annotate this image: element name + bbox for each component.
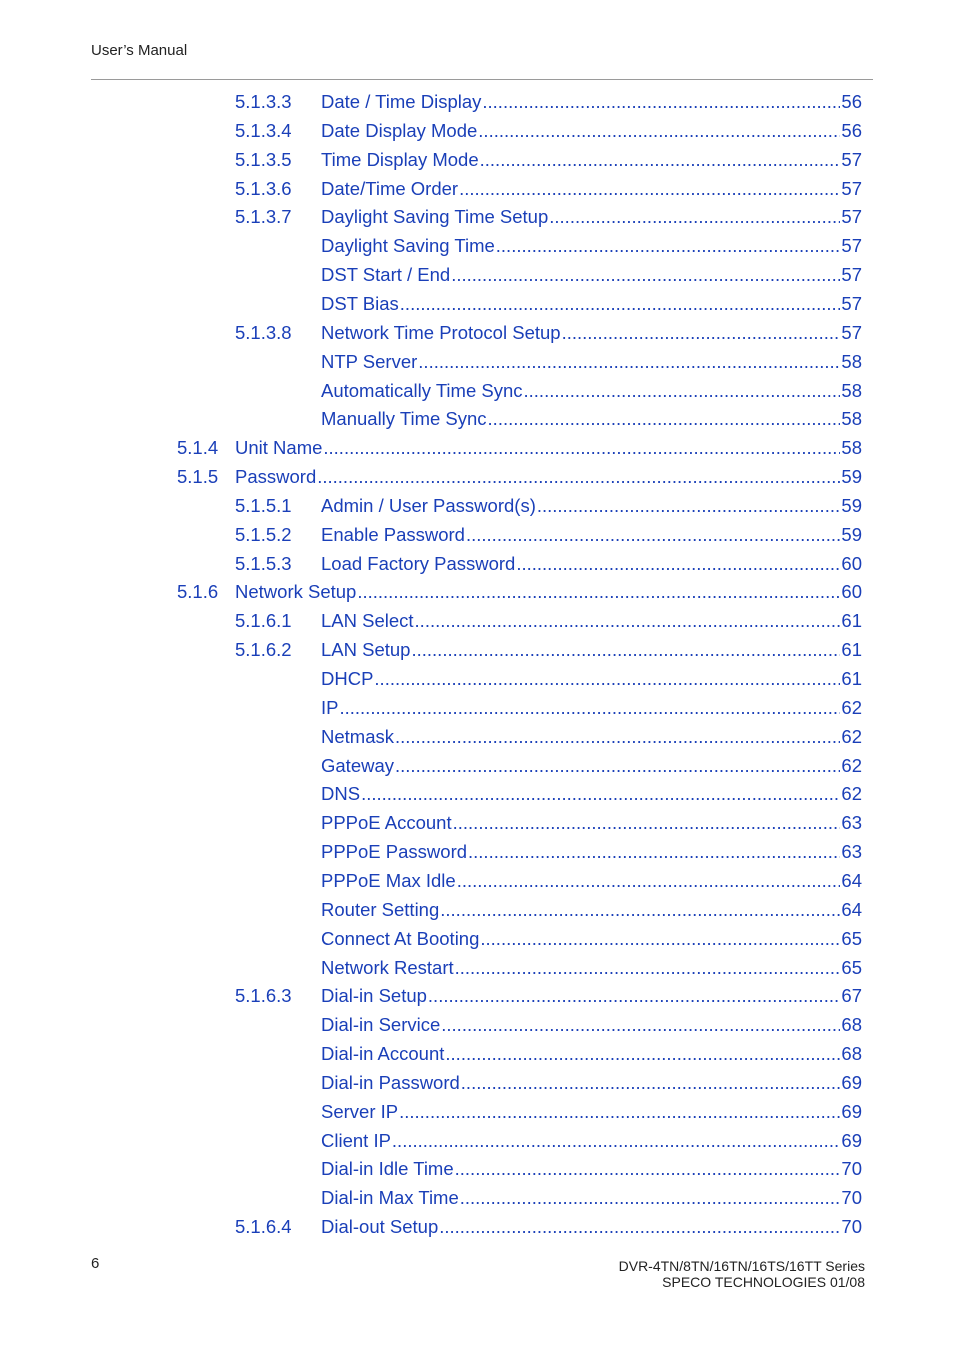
toc-leader-dots xyxy=(395,726,840,748)
toc-entry-title: PPPoE Account xyxy=(321,812,452,834)
toc-entry[interactable] xyxy=(0,664,954,693)
toc-entry-page: 57 xyxy=(841,292,862,314)
toc-entry[interactable] xyxy=(0,606,954,635)
toc-entry[interactable] xyxy=(0,1126,954,1155)
toc-entry-title: Dial-in Max Time xyxy=(321,1187,459,1209)
toc-entry-number: 5.1.4 xyxy=(177,437,219,459)
toc-leader-dots xyxy=(428,985,841,1007)
toc-entry-page: 56 xyxy=(841,119,862,141)
toc-entry-title: Manually Time Sync xyxy=(321,408,487,430)
toc-entry[interactable] xyxy=(0,87,954,116)
toc-entry[interactable] xyxy=(0,693,954,722)
toc-entry-title: Time Display Mode xyxy=(321,148,479,170)
toc-entry-title: Date Display Mode xyxy=(321,119,478,141)
toc-leader-dots xyxy=(411,639,840,661)
footer-info xyxy=(619,1258,865,1290)
toc-entry[interactable] xyxy=(0,549,954,578)
toc-leader-dots xyxy=(453,812,841,834)
toc-entry-number: 5.1.5.3 xyxy=(235,552,292,574)
toc-entry-title: Unit Name xyxy=(235,437,323,459)
toc-entry-title: DHCP xyxy=(321,668,374,689)
toc-entry-page: 65 xyxy=(841,956,862,978)
toc-leader-dots xyxy=(468,841,840,863)
toc-entry-title: Enable Password xyxy=(321,523,465,545)
toc-entry-title: DST Bias xyxy=(321,292,399,314)
toc-entry-title: Connect At Booting xyxy=(321,927,480,949)
toc-entry-number: 5.1.3.3 xyxy=(235,91,292,112)
toc-entry-title: LAN Select xyxy=(321,610,414,632)
toc-leader-dots xyxy=(374,668,840,690)
toc-entry[interactable] xyxy=(0,1212,954,1241)
toc-entry-number: 5.1.6.3 xyxy=(235,985,292,1007)
toc-entry[interactable] xyxy=(0,751,954,780)
toc-entry-page: 59 xyxy=(841,466,862,488)
toc-entry[interactable] xyxy=(0,433,954,462)
toc-entry-page: 59 xyxy=(841,523,862,545)
toc-leader-dots xyxy=(460,1187,841,1209)
toc-entry-number: 5.1.5.2 xyxy=(235,523,292,545)
toc-leader-dots xyxy=(466,524,840,546)
toc-entry-number: 5.1.3.6 xyxy=(235,177,292,199)
toc-entry-page: 58 xyxy=(841,437,862,459)
toc-leader-dots xyxy=(496,235,841,257)
toc-entry-page: 57 xyxy=(841,264,862,286)
toc-entry-number: 5.1.6.4 xyxy=(235,1216,292,1238)
toc-entry[interactable] xyxy=(0,981,954,1010)
toc-entry-number: 5.1.3.4 xyxy=(235,119,292,141)
toc-leader-dots xyxy=(357,581,840,603)
toc-leader-dots xyxy=(418,351,840,373)
toc-entry-title: Netmask xyxy=(321,725,394,747)
toc-entry-title: Dial-in Service xyxy=(321,1014,441,1036)
toc-entry[interactable] xyxy=(0,404,954,433)
toc-entry-page: 62 xyxy=(841,725,862,747)
toc-entry[interactable] xyxy=(0,231,954,260)
toc-entry-page: 62 xyxy=(841,754,862,776)
toc-leader-dots xyxy=(524,380,841,402)
footer-company: SPECO TECHNOLOGIES 01/08 xyxy=(662,1274,865,1290)
toc-entry-page: 61 xyxy=(841,668,862,689)
toc-leader-dots xyxy=(562,322,841,344)
footer-series: DVR-4TN/8TN/16TN/16TS/16TT Series xyxy=(618,1258,865,1274)
toc-entry-page: 70 xyxy=(841,1187,862,1209)
toc-leader-dots xyxy=(323,437,840,459)
toc-leader-dots xyxy=(440,899,840,921)
toc-entry-title: Date/Time Order xyxy=(321,177,459,199)
running-header: User’s Manual xyxy=(91,42,188,59)
toc-entry-title: PPPoE Max Idle xyxy=(321,869,456,891)
toc-entry-page: 68 xyxy=(841,1043,862,1065)
toc-leader-dots xyxy=(459,178,840,200)
toc-entry[interactable] xyxy=(0,1039,954,1068)
toc-entry-title: LAN Setup xyxy=(321,639,411,661)
toc-leader-dots xyxy=(480,928,840,950)
toc-entry-page: 63 xyxy=(841,841,862,863)
toc-leader-dots xyxy=(415,610,841,632)
toc-leader-dots xyxy=(482,91,840,113)
toc-entry-title: Server IP xyxy=(321,1100,399,1122)
toc-entry-title: Dial-in Idle Time xyxy=(321,1158,454,1180)
toc-entry[interactable] xyxy=(0,1154,954,1183)
toc-entry-page: 58 xyxy=(841,379,862,401)
toc-leader-dots xyxy=(455,1158,841,1180)
toc-leader-dots xyxy=(537,495,841,517)
toc-entry-number: 5.1.3.8 xyxy=(235,321,292,343)
toc-entry-page: 63 xyxy=(841,812,862,834)
toc-entry-page: 56 xyxy=(841,91,862,112)
toc-entry[interactable] xyxy=(0,953,954,982)
toc-entry[interactable] xyxy=(0,174,954,203)
toc-entry[interactable] xyxy=(0,1183,954,1212)
toc-entry-page: 60 xyxy=(841,552,862,574)
toc-entry[interactable] xyxy=(0,866,954,895)
toc-entry-page: 70 xyxy=(841,1216,862,1238)
toc-entry-number: 5.1.5.1 xyxy=(235,494,292,516)
toc-entry[interactable] xyxy=(0,347,954,376)
toc-entry[interactable] xyxy=(0,376,954,405)
toc-entry-page: 67 xyxy=(841,985,862,1007)
toc-entry-page: 57 xyxy=(841,148,862,170)
page-number: 6 xyxy=(91,1255,100,1272)
toc-entry-title: Admin / User Password(s) xyxy=(321,494,536,516)
toc-entry[interactable] xyxy=(0,779,954,808)
toc-entry[interactable] xyxy=(0,289,954,318)
toc-entry-page: 57 xyxy=(841,321,862,343)
toc-entry-number: 5.1.6 xyxy=(177,581,219,603)
toc-entry[interactable] xyxy=(0,1068,954,1097)
toc-entry[interactable] xyxy=(0,491,954,520)
toc-entry[interactable] xyxy=(0,577,954,606)
toc-entry-title: Gateway xyxy=(321,754,395,776)
toc-entry-page: 64 xyxy=(841,869,862,891)
toc-entry[interactable] xyxy=(0,462,954,491)
toc-entry-page: 61 xyxy=(841,639,862,661)
toc-leader-dots xyxy=(395,755,840,777)
toc-entry[interactable] xyxy=(0,520,954,549)
toc-entry-title: DNS xyxy=(321,783,361,805)
toc-entry-page: 69 xyxy=(841,1100,862,1122)
toc-entry-number: 5.1.3.7 xyxy=(235,206,292,228)
toc-entry-page: 69 xyxy=(841,1129,862,1151)
toc-entry-number: 5.1.3.5 xyxy=(235,148,292,170)
toc-entry-title: NTP Server xyxy=(321,350,418,372)
toc-entry-title: PPPoE Password xyxy=(321,841,468,863)
toc-leader-dots xyxy=(451,264,840,286)
toc-entry-page: 58 xyxy=(841,408,862,430)
toc-entry[interactable] xyxy=(0,318,954,347)
toc-leader-dots xyxy=(392,1130,841,1152)
toc-leader-dots xyxy=(457,870,841,892)
toc-entry-title: Client IP xyxy=(321,1129,391,1151)
toc-entry-title: Dial-in Setup xyxy=(321,985,427,1007)
toc-entry[interactable] xyxy=(0,895,954,924)
toc-entry-number: 5.1.6.1 xyxy=(235,610,292,632)
toc-entry-title: Date / Time Display xyxy=(321,91,482,112)
toc-entry[interactable] xyxy=(0,145,954,174)
toc-entry[interactable] xyxy=(0,116,954,145)
toc-entry[interactable] xyxy=(0,260,954,289)
toc-entry-page: 62 xyxy=(841,696,862,718)
toc-entry-title: Automatically Time Sync xyxy=(321,379,523,401)
toc-entry-number: 5.1.5 xyxy=(177,466,219,488)
toc-entry-title: IP xyxy=(321,696,339,718)
toc-entry-number: 5.1.6.2 xyxy=(235,639,292,661)
toc-entry-page: 57 xyxy=(841,235,862,257)
toc-leader-dots xyxy=(441,1014,840,1036)
toc-leader-dots xyxy=(339,697,840,719)
toc-leader-dots xyxy=(488,408,841,430)
toc-leader-dots xyxy=(439,1216,840,1238)
toc-entry-page: 58 xyxy=(841,350,862,372)
toc-entry-page: 59 xyxy=(841,494,862,516)
header-rule xyxy=(91,79,873,80)
toc-entry-title: DST Start / End xyxy=(321,264,451,286)
toc-entry-page: 62 xyxy=(841,783,862,805)
toc-leader-dots xyxy=(400,293,841,315)
toc-entry[interactable] xyxy=(0,202,954,231)
toc-entry-title: Daylight Saving Time Setup xyxy=(321,206,549,228)
toc-entry-page: 60 xyxy=(841,581,862,603)
toc-entry[interactable] xyxy=(0,722,954,751)
toc-leader-dots xyxy=(455,957,841,979)
toc-entry-title: Load Factory Password xyxy=(321,552,516,574)
toc-entry-page: 68 xyxy=(841,1014,862,1036)
toc-entry-title: Dial-out Setup xyxy=(321,1216,439,1238)
toc-entry[interactable] xyxy=(0,1010,954,1039)
toc-leader-dots xyxy=(478,120,840,142)
toc-leader-dots xyxy=(461,1072,841,1094)
toc-entry-page: 57 xyxy=(841,206,862,228)
toc-entry[interactable] xyxy=(0,837,954,866)
toc-leader-dots xyxy=(399,1101,840,1123)
toc-entry[interactable] xyxy=(0,1097,954,1126)
toc-entry-title: Network Setup xyxy=(235,581,357,603)
toc-entry-page: 70 xyxy=(841,1158,862,1180)
toc-entry-page: 64 xyxy=(841,898,862,920)
toc-entry-page: 57 xyxy=(841,177,862,199)
toc-leader-dots xyxy=(445,1043,840,1065)
toc-entry-page: 65 xyxy=(841,927,862,949)
toc-entry-title: Daylight Saving Time xyxy=(321,235,495,257)
toc-entry-title: Dial-in Password xyxy=(321,1071,460,1093)
toc-leader-dots xyxy=(480,149,841,171)
toc-entry-page: 61 xyxy=(841,610,862,632)
toc-entry-title: Network Time Protocol Setup xyxy=(321,321,561,343)
toc-leader-dots xyxy=(516,553,840,575)
toc-entry[interactable] xyxy=(0,808,954,837)
toc-leader-dots xyxy=(361,783,840,805)
toc-leader-dots xyxy=(549,206,840,228)
toc-entry-page: 69 xyxy=(841,1071,862,1093)
toc-entry-title: Router Setting xyxy=(321,898,440,920)
toc-leader-dots xyxy=(317,466,840,488)
toc-entry-title: Dial-in Account xyxy=(321,1043,445,1065)
toc-entry[interactable] xyxy=(0,635,954,664)
toc-entry[interactable] xyxy=(0,924,954,953)
toc-entry-title: Network Restart xyxy=(321,956,454,978)
toc-entry-title: Password xyxy=(235,466,317,488)
